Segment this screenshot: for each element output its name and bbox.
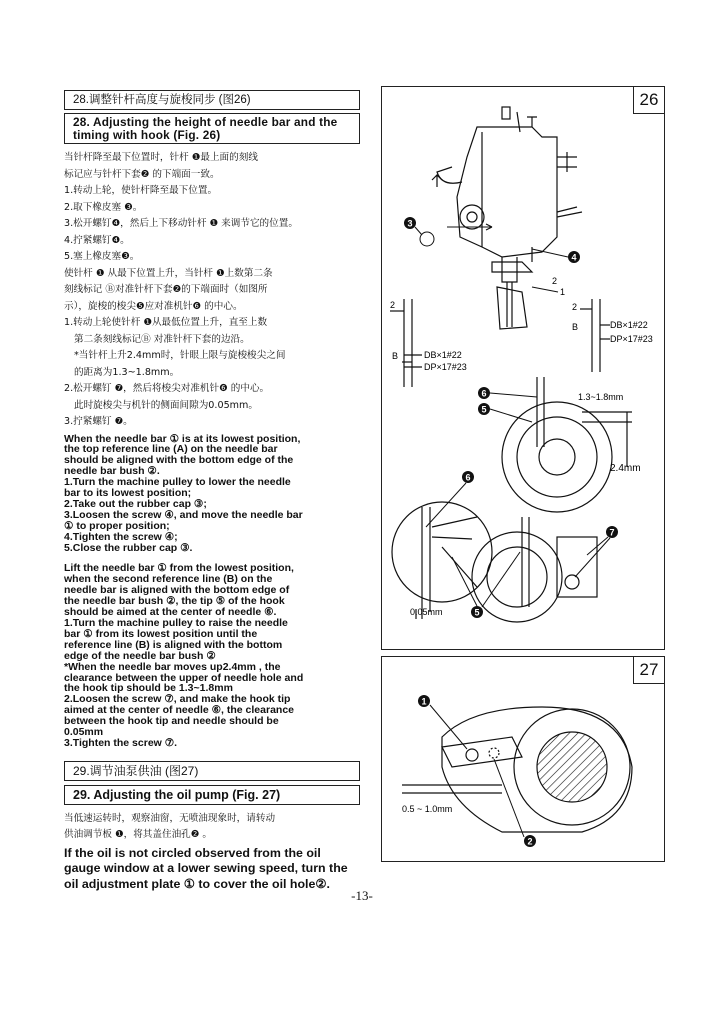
- fig26-label-1: 1: [560, 287, 566, 297]
- section-29-title-cn: 29.调节油泵供油 (图27): [64, 761, 360, 781]
- cn-line: 供油调节板 ❶，将其盖住油孔❷ 。: [64, 829, 213, 841]
- section-28-en-block-1: [64, 434, 360, 554]
- en-line: 5.Close the rubber cap ③.: [64, 541, 193, 554]
- en-line: 2.Take out the rubber cap ③;: [64, 497, 207, 510]
- en-line: 4.Tighten the screw ④;: [64, 530, 178, 543]
- callout-5-lower-label: 5: [474, 607, 480, 618]
- figure-27-number: 27: [633, 657, 664, 684]
- magnified-detail: [392, 502, 492, 619]
- en-line: *When the needle bar moves up2.4mm , the: [64, 660, 281, 673]
- machine-head-outline: [457, 127, 557, 257]
- cn-line: *当针杆上升2.4mm时，针眼上限与旋梭梭尖之间: [74, 350, 286, 361]
- en-line: when the second reference line (B) on the: [64, 573, 273, 586]
- callout-5-label: 5: [481, 404, 487, 415]
- en-line: Lift the needle bar ① from the lowest position,: [64, 562, 294, 575]
- cn-line: 2.取下橡皮塞 ❸。: [64, 201, 143, 213]
- dbx-right: DB×1#22: [610, 320, 648, 330]
- fig26-label-B-right: B: [572, 322, 579, 332]
- dim-24: 2.4mm: [610, 463, 641, 474]
- dpx-left: DP×17#23: [424, 362, 467, 372]
- fig26-label-B-left: B: [392, 351, 399, 361]
- en-line: If the oil is not circled observed from the oil: [64, 845, 321, 860]
- en-line: needle bar bush ②.: [64, 465, 160, 478]
- cn-line: 5.塞上橡皮塞❸。: [64, 251, 140, 262]
- en-line: edge of the needle bar bush ②: [64, 649, 216, 662]
- section-29: [64, 761, 360, 893]
- en-line: 0.05mm: [64, 726, 104, 739]
- en-line: 2.Loosen the screw ⑦, and make the hook tip: [64, 693, 291, 706]
- cn-line: 第二条刻线标记Ⓑ 对准针杆下套的边沿。: [74, 333, 250, 345]
- section-28-cn-text: [64, 150, 360, 431]
- en-line: needle bar is aligned with the bottom edge of: [64, 584, 290, 597]
- dbx-left: DB×1#22: [424, 350, 462, 360]
- section-28-title-cn: 28.调整针杆高度与旋梭同步 (图26): [64, 90, 360, 110]
- en-line: the needle bar bush ②, the tip ⑤ of the hook: [64, 595, 285, 608]
- cn-line: 的距离为1.3~1.8mm。: [74, 366, 180, 378]
- needle-detail-right: [580, 299, 610, 372]
- en-line: gauge window at a lower sewing speed, turn the: [64, 861, 348, 876]
- en-line: ① to proper position;: [64, 519, 170, 532]
- cn-line: 4.拧紧螺钉❹。: [64, 234, 130, 246]
- cn-line: 1.转动上轮使针杆 ❶从最低位置上升，直至上数: [64, 317, 268, 328]
- en-line: aimed at the center of needle ⑥, the clearance: [64, 704, 294, 717]
- figure-27-panel: [381, 656, 665, 862]
- section-28-en-block-2: [64, 563, 360, 748]
- dpx-right: DP×17#23: [610, 334, 653, 344]
- en-line: 3.Tighten the screw ⑦.: [64, 736, 178, 749]
- cn-line: 1.转动上轮，使针杆降至最下位置。: [64, 185, 218, 196]
- en-line: should be aligned with the bottom edge of the: [64, 454, 294, 467]
- fig26-label-2-top: 2: [552, 276, 558, 286]
- cn-line: 3.拧紧螺钉 ❼。: [64, 416, 133, 427]
- en-line: When the needle bar ① is at its lowest position,: [64, 432, 301, 445]
- en-line: oil adjustment plate ① to cover the oil hole②.: [64, 876, 330, 891]
- cn-line: 刻线标记 Ⓑ对准针杆下套❷的下端面时（如图所: [64, 284, 268, 295]
- fig26-label-2-left: 2: [390, 300, 396, 310]
- callout-6-lower-label: 6: [465, 472, 471, 483]
- cn-line: 3.松开螺钉❹，然后上下移动针杆 ❶ 来调节它的位置。: [64, 218, 298, 229]
- cn-line: 2.松开螺钉 ❼，然后将梭尖对准机针❻ 的中心。: [64, 383, 270, 394]
- cn-line: 此时旋梭尖与机针的侧面间隙为0.05mm。: [74, 399, 258, 411]
- cn-line: 当针杆降至最下位置时，针杆 ❶最上面的刻线: [64, 152, 258, 163]
- dim-005: 0.05mm: [410, 607, 443, 617]
- figure-27-drawing: [382, 657, 664, 861]
- figure-26-panel: [381, 86, 665, 650]
- en-line: reference line (B) is aligned with the bottom: [64, 638, 283, 651]
- callout-4-label: 4: [571, 252, 577, 263]
- en-line: the top reference line (A) on the needle bar: [64, 443, 278, 456]
- up-arrow: [432, 175, 442, 187]
- hook-assembly: [472, 517, 597, 622]
- fig26-label-2-right: 2: [572, 302, 578, 312]
- section-29-title-en: 29. Adjusting the oil pump (Fig. 27): [64, 785, 360, 805]
- en-line: the hook tip should be 1.3~1.8mm: [64, 682, 233, 695]
- cn-line: 示），旋梭的梭尖❺应对准机针❻ 的中心。: [64, 300, 243, 312]
- cn-line: 当低速运转时，观察油窗，无喷油现象时，请转动: [64, 812, 276, 824]
- en-line: 1.Turn the machine pulley to raise the needle: [64, 617, 288, 629]
- fig27-callout-2-label: 2: [527, 836, 533, 847]
- left-column: [64, 90, 360, 892]
- en-line: between the hook tip and needle should be: [64, 715, 279, 728]
- needle-detail-left: [390, 299, 422, 387]
- en-line: bar to its lowest position;: [64, 487, 192, 500]
- callout-3-label: 3: [407, 218, 413, 229]
- en-line: bar ① from its lowest position until the: [64, 627, 258, 640]
- callout-7-label: 7: [609, 527, 615, 538]
- figure-26-number: 26: [633, 87, 664, 114]
- figure-26-drawing: [382, 87, 664, 649]
- dim-13-18: 1.3~1.8mm: [578, 392, 624, 402]
- cn-line: 标记应与针杆下套❷ 的下端面一致。: [64, 168, 220, 180]
- en-line: 3.Loosen the screw ④, and move the needle bar: [64, 508, 303, 521]
- section-28-title-en: 28. Adjusting the height of needle bar and the timing with hook (Fig. 26): [64, 113, 360, 144]
- callout-6-label: 6: [481, 388, 487, 399]
- fig27-callout-1-label: 1: [421, 696, 427, 707]
- cn-line: 使针杆 ❶ 从最下位置上升，当针杆 ❶上数第二条: [64, 267, 273, 279]
- en-line: clearance between the upper of needle hole and: [64, 671, 304, 684]
- en-line: should be aimed at the center of needle ⑥.: [64, 606, 277, 619]
- page-number: -13-: [351, 888, 373, 903]
- fig27-dim: 0.5 ~ 1.0mm: [402, 804, 453, 814]
- en-line: 1.Turn the machine pulley to lower the needle: [64, 476, 291, 489]
